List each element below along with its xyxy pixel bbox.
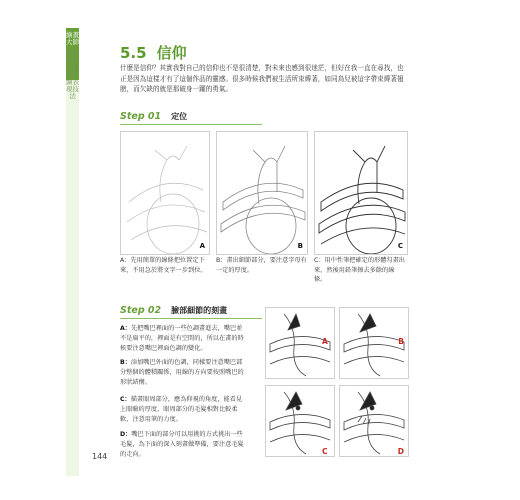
- step2-badge-c: C: [322, 447, 328, 456]
- bird-sketch-a: [121, 132, 209, 254]
- sidebar-tab-text: 繪畫大師: [66, 31, 79, 47]
- step2-item-b: [120, 358, 248, 387]
- bird-head-sketch-c: [266, 386, 334, 456]
- step2-item-a: [120, 324, 248, 353]
- step2-label: Step 02: [120, 305, 162, 316]
- step2-panel-c: [265, 385, 335, 457]
- step2-item-c-prefix: C：: [120, 396, 131, 403]
- step1-badge-b: B: [297, 242, 303, 250]
- step2-panel-d: [339, 385, 409, 457]
- step2-rule: [120, 318, 262, 319]
- section-title-text: 信仰: [156, 44, 187, 62]
- bird-sketch-c: [315, 132, 407, 254]
- step1-caption-a: A：先用簡單的線條把位置定下來，不用急於將文字一步到位。: [120, 257, 207, 274]
- step2-panel-b: [339, 307, 409, 379]
- step1-panel-c: [314, 131, 408, 255]
- step1-label: Step 01: [120, 111, 162, 122]
- step2-name: 臉部細節的刻畫: [171, 306, 228, 315]
- sidebar-text: [66, 32, 79, 101]
- step2-heading: [120, 305, 227, 316]
- step1-heading: [120, 111, 187, 122]
- step2-badge-a: A: [322, 337, 328, 346]
- bird-head-sketch-d: [340, 386, 408, 456]
- step2-item-c: [120, 395, 248, 424]
- section-number: 5.5: [120, 44, 147, 62]
- step2-panel-a: [265, 307, 335, 379]
- step2-item-a-text: 先把嘴巴裡面的一些色調畫進去，嘴巴並不是扁平的，裡面是有空間的，所以在畫的時候要注意嘴巴裡面色調的變化。: [120, 325, 244, 352]
- step2-badge-d: D: [397, 447, 404, 456]
- page-number: 144: [92, 452, 108, 461]
- step1-caption-b: B：畫出細節部分，要注意字母有一定的厚度。: [216, 257, 307, 274]
- intro-paragraph: 什麼是信仰？其實我對自己的信仰也不是很清楚，對未來也感到很迷茫，但好在我一直在尋找，也正是因為這樣才有了這個作品的靈感。很多時候我們被生活所束縛著，如同鳥兒被這字帶束縛著翅膀，而欠缺的就是那破身一躍的勇氣。: [120, 64, 404, 93]
- step1-panel-b: [216, 131, 308, 255]
- step2-badge-b: B: [398, 337, 404, 346]
- step1-rule: [120, 124, 262, 125]
- sidebar-vertical-text: 畫室的日誌素描手繪表現技法: [66, 48, 79, 101]
- step1-caption-c: C：用中性筆把確定的形體勾畫出來，然後用鉛筆擦去多餘的線條。: [314, 257, 405, 283]
- step2-item-b-prefix: B：: [120, 359, 131, 366]
- step2-item-c-text: 描畫眼周部分，應為仰視的角度，能看見上眼瞼的厚度，眼周部分的毛髮相對比較柔軟，注意用筆的力度。: [120, 396, 243, 423]
- step1-panel-a: [120, 131, 210, 255]
- step2-item-a-prefix: A：: [120, 325, 131, 332]
- section-title: [120, 42, 197, 63]
- step2-item-d-text: 嘴巴下面的部分可以用挑的方式挑出一些毛髮，為下面的深入刻畫做準備，要注意毛髮的走向。: [120, 431, 244, 458]
- step1-badge-c: C: [397, 242, 403, 250]
- step2-item-d: [120, 430, 248, 459]
- step1-name: 定位: [171, 112, 188, 121]
- step2-item-d-prefix: D：: [120, 431, 132, 438]
- step1-badge-a: A: [199, 242, 205, 250]
- bird-sketch-b: [217, 132, 307, 254]
- step2-item-b-text: 添加嘴巴外面的色調，同樣要注意嘴巴部分整個的體積關係，用線的方向要按照嘴巴的形狀結構。: [120, 359, 244, 386]
